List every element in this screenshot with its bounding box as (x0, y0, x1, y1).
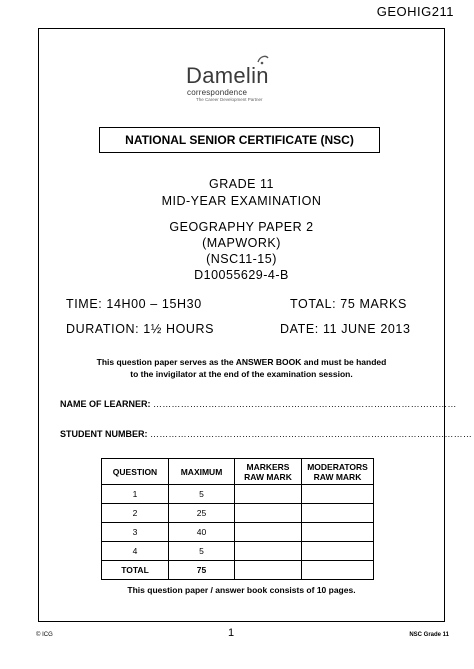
name-of-learner-blank[interactable]: ……………………………………………………………………………………… (153, 399, 457, 409)
marks-table-header (102, 459, 374, 485)
header-moderators-raw-mark: MODERATORS RAW MARK (302, 459, 374, 485)
footer-grade: NSC Grade 11 (409, 632, 449, 638)
moderators-mark-cell[interactable] (302, 542, 374, 561)
instruction-line-1: This question paper serves as the ANSWER BOOK and must be handed (96, 357, 387, 367)
markers-mark-cell[interactable] (235, 542, 302, 561)
reference-code-line: D10055629-4-B (194, 268, 289, 282)
table-row (102, 542, 374, 561)
exam-total: TOTAL: 75 MARKS (290, 297, 407, 311)
exam-date: DATE: 11 JUNE 2013 (280, 322, 411, 336)
damelin-logo (186, 58, 306, 108)
footer-copyright: © ICG (36, 632, 53, 638)
markers-mark-cell[interactable] (235, 485, 302, 504)
question-cell: 4 (102, 542, 169, 561)
maximum-cell: 25 (169, 504, 235, 523)
certificate-title: NATIONAL SENIOR CERTIFICATE (NSC) (125, 133, 354, 147)
instruction-line-2: to the invigilator at the end of the examination session. (130, 369, 353, 379)
header-question: QUESTION (102, 459, 169, 485)
document-code: GEOHIG211 (376, 4, 454, 19)
logo-subtitle: correspondence (187, 88, 248, 97)
moderators-mark-cell[interactable] (302, 485, 374, 504)
exam-time: TIME: 14H00 – 15H30 (66, 297, 202, 311)
logo-tagline: The Career Development Partner (196, 97, 263, 102)
total-maximum-cell: 75 (169, 561, 235, 580)
exam-duration: DURATION: 1½ HOURS (66, 322, 215, 336)
markers-total-cell[interactable] (235, 561, 302, 580)
table-row (102, 523, 374, 542)
question-cell: 1 (102, 485, 169, 504)
header-maximum: MAXIMUM (169, 459, 235, 485)
marks-table (101, 458, 374, 580)
pages-note: This question paper / answer book consists of 10 pages. (127, 585, 356, 595)
moderators-mark-cell[interactable] (302, 504, 374, 523)
total-label-cell: TOTAL (102, 561, 169, 580)
name-of-learner-field[interactable] (60, 399, 457, 409)
paper-code-line: (NSC11-15) (206, 252, 277, 266)
table-row (102, 504, 374, 523)
moderators-total-cell[interactable] (302, 561, 374, 580)
name-of-learner-label: NAME OF LEARNER: (60, 399, 151, 409)
question-cell: 3 (102, 523, 169, 542)
logo-name: Damelin (186, 63, 269, 88)
exam-line: MID-YEAR EXAMINATION (161, 194, 322, 208)
paper-type-line: (MAPWORK) (202, 236, 281, 250)
table-row (102, 485, 374, 504)
markers-mark-cell[interactable] (235, 523, 302, 542)
student-number-blank[interactable]: …………………………………………………………………………………………… (150, 429, 473, 439)
student-number-label: STUDENT NUMBER: (60, 429, 148, 439)
student-number-field[interactable] (60, 429, 472, 439)
markers-mark-cell[interactable] (235, 504, 302, 523)
maximum-cell: 5 (169, 485, 235, 504)
subject-line: GEOGRAPHY PAPER 2 (169, 220, 314, 234)
moderators-mark-cell[interactable] (302, 523, 374, 542)
footer-page-number: 1 (228, 627, 235, 639)
certificate-title-box (99, 127, 380, 153)
header-markers-raw-mark: MARKERS RAW MARK (235, 459, 302, 485)
grade-line: GRADE 11 (209, 177, 274, 191)
question-cell: 2 (102, 504, 169, 523)
table-total-row (102, 561, 374, 580)
maximum-cell: 40 (169, 523, 235, 542)
maximum-cell: 5 (169, 542, 235, 561)
answer-book-instruction (38, 356, 445, 380)
